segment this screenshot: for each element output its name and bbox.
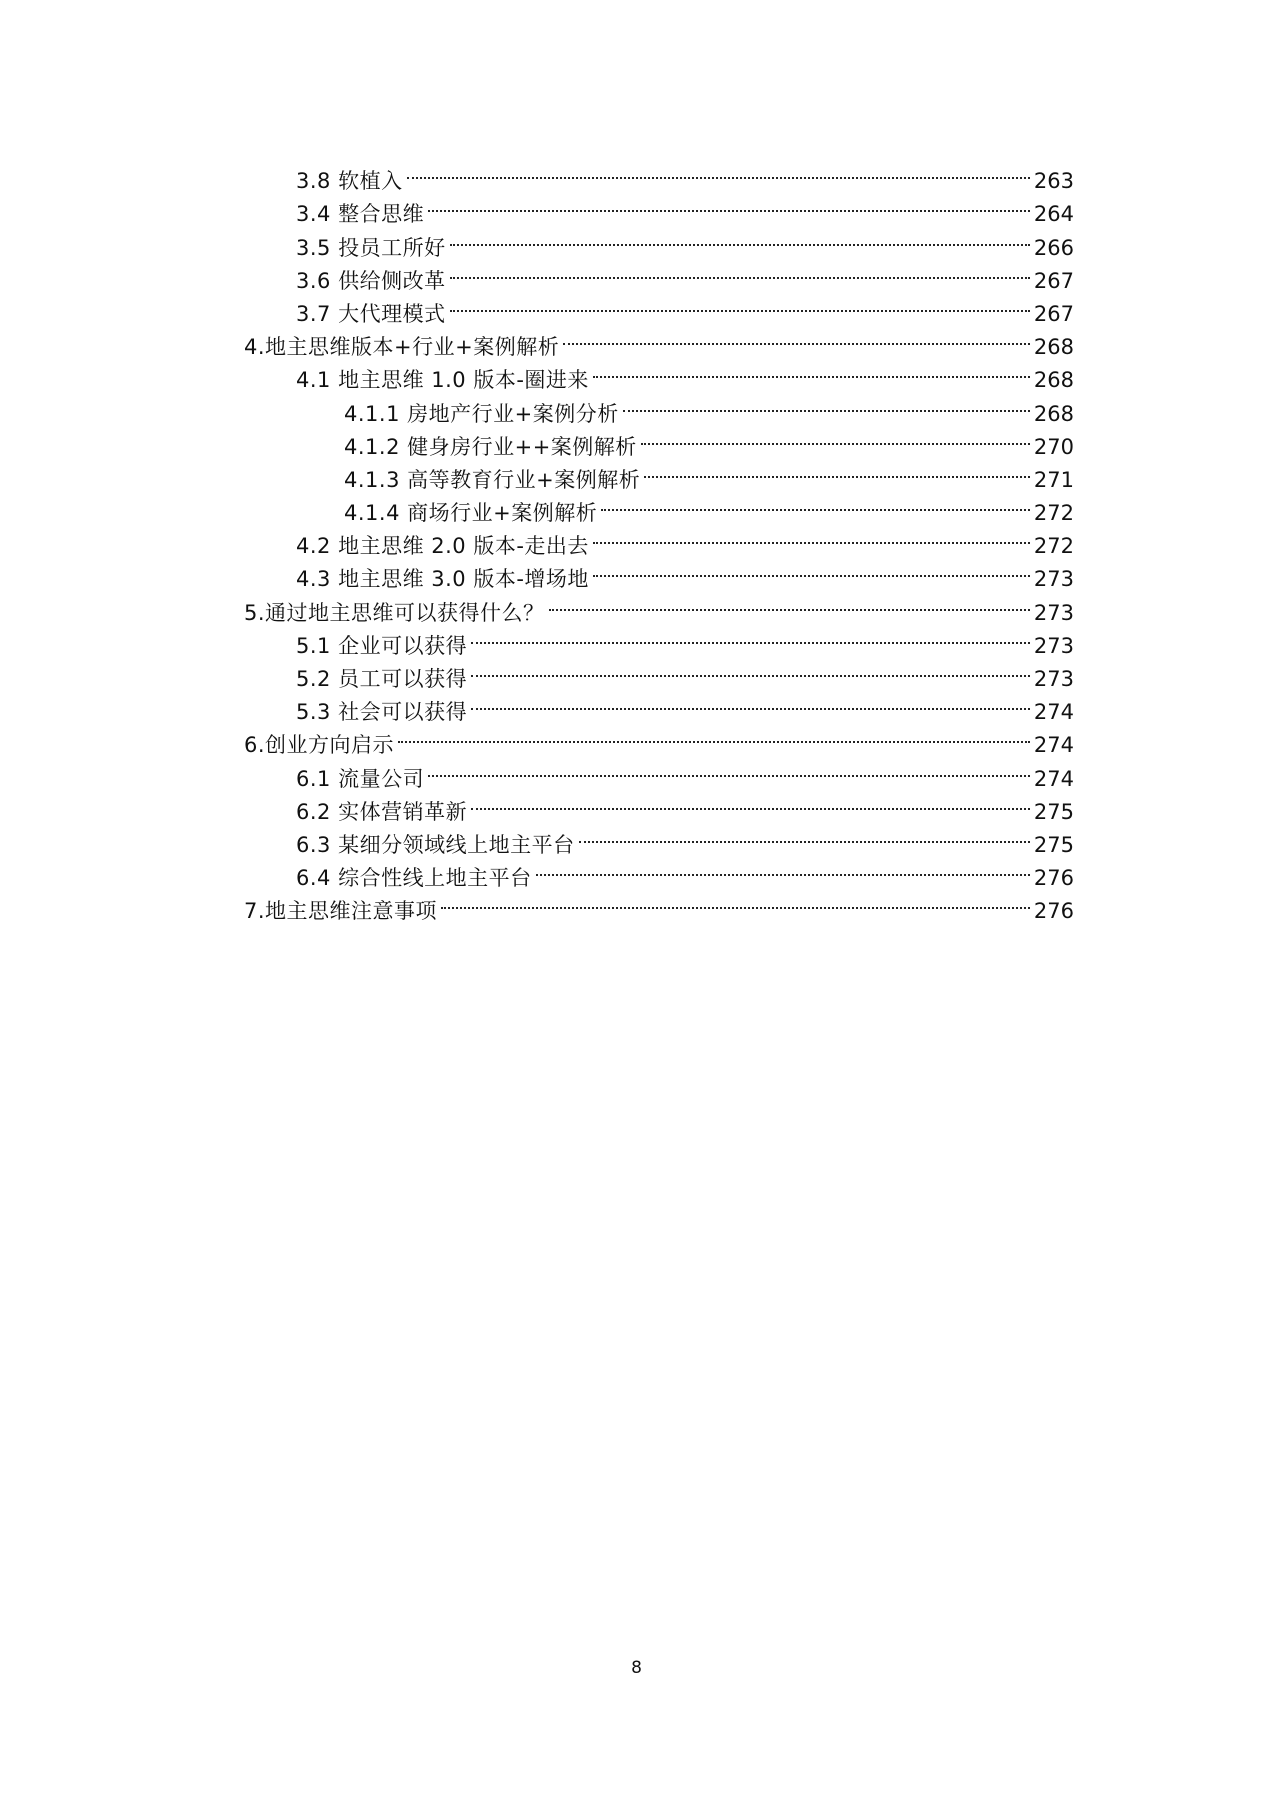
- toc-dot-leader: [471, 786, 1030, 819]
- toc-entry-page-number: 267: [1033, 301, 1074, 326]
- toc-entry-title: 6.4 综合性线上地主平台: [296, 866, 532, 891]
- toc-dot-leader: [536, 852, 1030, 885]
- toc-dot-leader: [593, 354, 1030, 387]
- toc-entry-page-number: 274: [1033, 733, 1074, 758]
- toc-entry-page-number: 275: [1033, 832, 1074, 857]
- toc-entry-title: 5.2 员工可以获得: [296, 667, 468, 691]
- toc-entry-title: 5.1 企业可以获得: [296, 633, 468, 658]
- toc-dot-leader: [450, 221, 1030, 254]
- toc-entry[interactable]: [244, 155, 1074, 194]
- toc-dot-leader: [549, 586, 1030, 619]
- toc-dot-leader: [623, 387, 1030, 420]
- toc-entry-page-number: 276: [1033, 899, 1074, 924]
- toc-dot-leader: [428, 188, 1030, 221]
- toc-entry-page-number: 272: [1033, 534, 1074, 559]
- toc-entry-title: 3.7 大代理模式: [296, 301, 446, 326]
- toc-entry-page-number: 275: [1033, 799, 1074, 824]
- toc-entry-title: 4.1.2 健身房行业++案例解析: [344, 434, 637, 459]
- toc-entry-title: 4.1 地主思维 1.0 版本-圈进来: [296, 368, 589, 393]
- toc-entry-title: 4.地主思维版本+行业+案例解析: [244, 335, 560, 360]
- toc-entry-page-number: 263: [1033, 169, 1074, 194]
- toc-dot-leader: [471, 686, 1030, 719]
- toc-dot-leader: [450, 288, 1030, 321]
- toc-entry-title: 5.通过地主思维可以获得什么？: [244, 600, 545, 625]
- toc-dot-leader: [579, 819, 1030, 852]
- toc-entry-page-number: 276: [1033, 866, 1074, 891]
- toc-dot-leader: [407, 155, 1030, 188]
- toc-dot-leader: [563, 321, 1030, 354]
- toc-entry-page-number: 264: [1033, 202, 1074, 227]
- toc-entry-title: 6.2 实体营销革新: [296, 799, 468, 824]
- toc-dot-leader: [471, 620, 1030, 653]
- toc-dot-leader: [471, 653, 1030, 686]
- toc-entry-page-number: 270: [1033, 434, 1074, 459]
- toc-dot-leader: [450, 255, 1030, 288]
- toc-entry-title: 3.8 软植入: [296, 169, 403, 194]
- toc-entry-title: 6.1 流量公司: [296, 766, 425, 791]
- toc-entry-page-number: 271: [1033, 467, 1074, 492]
- toc-entry-page-number: 267: [1033, 268, 1074, 293]
- toc-entry-title: 4.1.4 商场行业+案例解析: [344, 501, 598, 526]
- toc-entry-title: 4.1.1 房地产行业+案例分析: [344, 401, 619, 426]
- toc-entry-page-number: 273: [1033, 600, 1074, 625]
- toc-entry-page-number: 274: [1033, 766, 1074, 791]
- toc-entry-page-number: 268: [1033, 401, 1074, 426]
- toc-entry-title: 6.3 某细分领域线上地主平台: [296, 832, 575, 857]
- toc-entry-page-number: 266: [1033, 235, 1074, 260]
- toc-entry-page-number: 273: [1033, 567, 1074, 592]
- toc-entry-title: 7.地主思维注意事项: [244, 899, 438, 924]
- toc-entry-title: 4.2 地主思维 2.0 版本-走出去: [296, 534, 589, 559]
- toc-entry-title: 3.5 投员工所好: [296, 235, 446, 260]
- page-number: 8: [631, 1658, 642, 1678]
- toc-dot-leader: [601, 487, 1030, 520]
- toc-entry-page-number: 273: [1033, 667, 1074, 691]
- toc-entry-title: 4.3 地主思维 3.0 版本-增场地: [296, 567, 589, 592]
- toc-entry-title: 3.6 供给侧改革: [296, 268, 446, 293]
- toc-dot-leader: [593, 553, 1030, 586]
- toc-entry-page-number: 268: [1033, 335, 1074, 360]
- toc-dot-leader: [398, 719, 1030, 752]
- toc-entry-page-number: 274: [1033, 700, 1074, 725]
- table-of-contents: [244, 155, 1074, 924]
- toc-entry-title: 4.1.3 高等教育行业+案例解析: [344, 467, 641, 492]
- toc-entry-page-number: 268: [1033, 368, 1074, 393]
- toc-entry-title: 5.3 社会可以获得: [296, 700, 468, 725]
- toc-dot-leader: [593, 520, 1030, 553]
- toc-dot-leader: [644, 454, 1030, 487]
- toc-dot-leader: [428, 752, 1030, 785]
- toc-entry-page-number: 272: [1033, 501, 1074, 526]
- toc-dot-leader: [441, 885, 1030, 918]
- toc-entry-title: 3.4 整合思维: [296, 202, 425, 227]
- toc-dot-leader: [641, 421, 1030, 454]
- toc-entry-page-number: 273: [1033, 633, 1074, 658]
- toc-entry-title: 6.创业方向启示: [244, 733, 395, 758]
